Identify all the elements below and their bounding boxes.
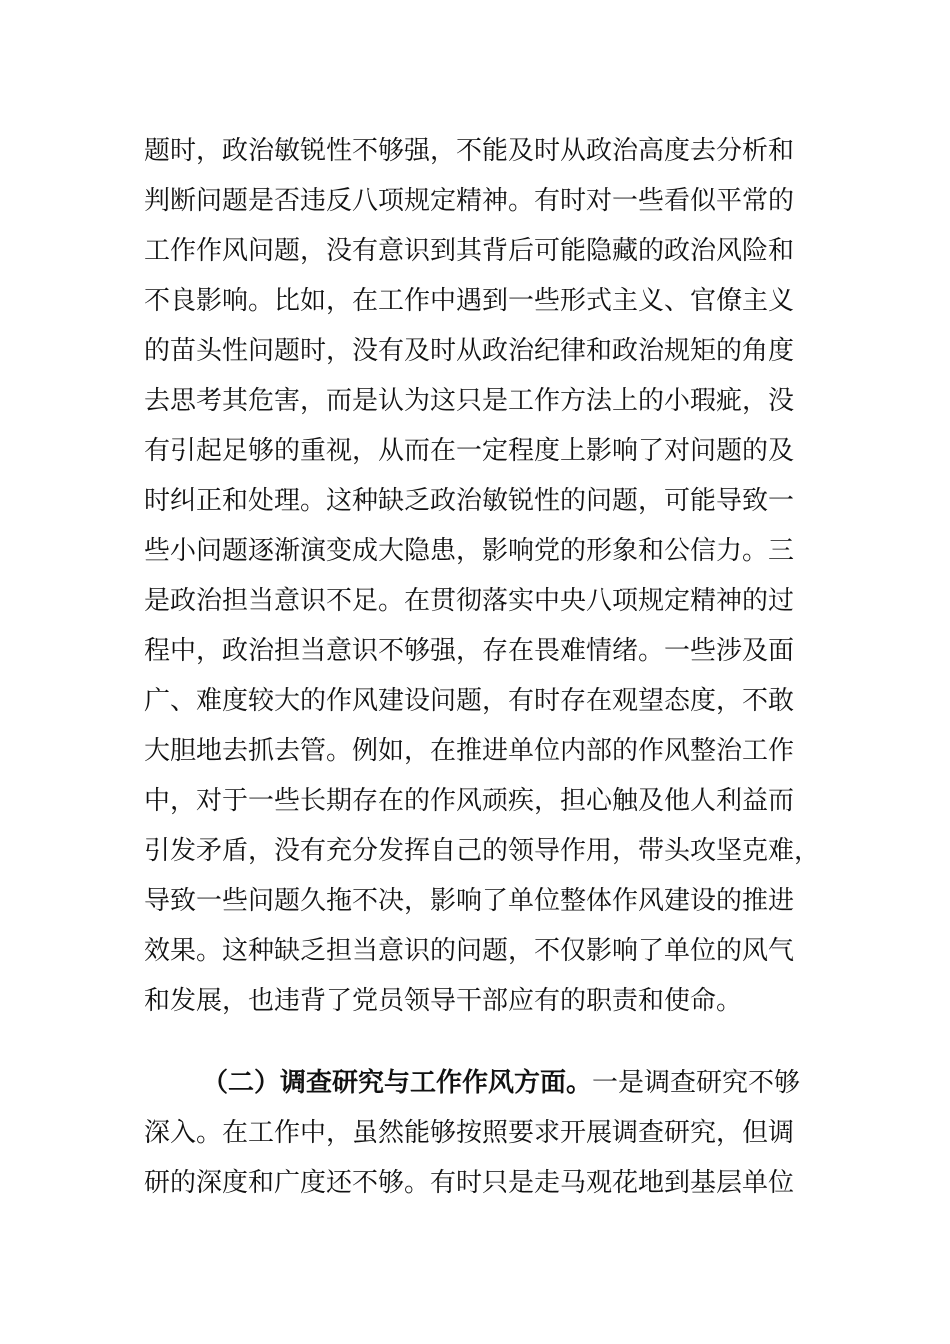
- text-line: 去思考其危害，而是认为这只是工作方法上的小瑕疵，没: [144, 386, 795, 416]
- paragraph-investigation-research: [144, 1058, 824, 1208]
- text-line: 研的深度和广度还不够。有时只是走马观花地到基层单位: [144, 1168, 795, 1198]
- text-line: 题时，政治敏锐性不够强，不能及时从政治高度去分析和: [144, 136, 795, 166]
- text-line: 导致一些问题久拖不决，影响了单位整体作风建设的推进: [144, 886, 795, 916]
- text-line: 效果。这种缺乏担当意识的问题，不仅影响了单位的风气: [144, 936, 795, 966]
- text-line: 判断问题是否违反八项规定精神。有时对一些看似平常的: [144, 186, 795, 216]
- paragraph-political-sensitivity: [144, 126, 824, 1026]
- section-heading: （二）调查研究与工作作风方面。: [202, 1068, 593, 1098]
- text-line: 工作作风问题，没有意识到其背后可能隐藏的政治风险和: [144, 236, 795, 266]
- text-line: 中，对于一些长期存在的作风顽疾，担心触及他人利益而: [144, 786, 795, 816]
- text-line: 广、难度较大的作风建设问题，有时存在观望态度，不敢: [144, 686, 795, 716]
- text-line: 程中，政治担当意识不够强，存在畏难情绪。一些涉及面: [144, 636, 795, 666]
- text-line: 大胆地去抓去管。例如，在推进单位内部的作风整治工作: [144, 736, 795, 766]
- text-line: 不良影响。比如，在工作中遇到一些形式主义、官僚主义: [144, 286, 795, 316]
- text-line: 是政治担当意识不足。在贯彻落实中央八项规定精神的过: [144, 586, 795, 616]
- text-line: 时纠正和处理。这种缺乏政治敏锐性的问题，可能导致一: [144, 486, 795, 516]
- text-line: 引发矛盾，没有充分发挥自己的领导作用，带头攻坚克难，: [144, 836, 821, 866]
- text-line: 和发展，也违背了党员领导干部应有的职责和使命。: [144, 986, 743, 1016]
- section-first-line: [144, 1058, 824, 1108]
- text-line: 的苗头性问题时，没有及时从政治纪律和政治规矩的角度: [144, 336, 795, 366]
- text-line: 深入。在工作中，虽然能够按照要求开展调查研究，但调: [144, 1118, 795, 1148]
- text-line: 些小问题逐渐演变成大隐患，影响党的形象和公信力。三: [144, 536, 795, 566]
- section-heading-continuation: 一是调查研究不够: [592, 1068, 801, 1098]
- text-line: 有引起足够的重视，从而在一定程度上影响了对问题的及: [144, 436, 795, 466]
